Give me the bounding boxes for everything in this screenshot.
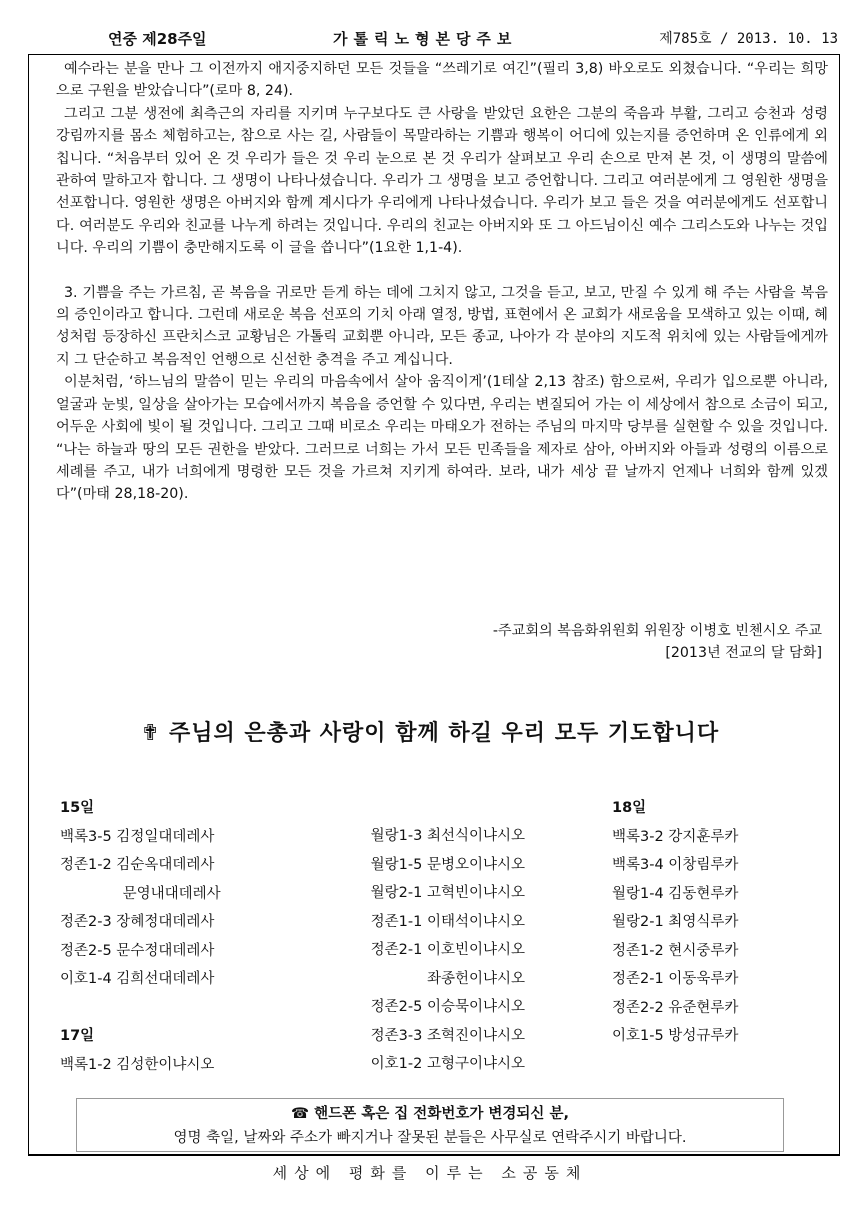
issue-number-date: 제785호 / 2013. 10. 13 bbox=[659, 31, 838, 47]
day-heading: 15일 bbox=[60, 800, 95, 816]
name-entry: 백록3-2 강지훈루카 bbox=[612, 828, 739, 845]
paragraph: 3. 기쁨을 주는 가르침, 곧 복음을 귀로만 듣게 하는 데에 그치지 않고, 그것을 듣고, 보고, 만질 수 있게 해 주는 사람을 복음의 증인이라고 합니다. 그런데 새로운 복음 선포의 기치 아래 열정, 방법, 표현에서 온 교회가 새로움을 모색하고 있는 이때, 혜성처럼 등장하신 프란치스코 교황님은 가톨릭 교회뿐 아니라, 모든 종교, 나아가 각 분야의 지도적 위치에 있는 사람들에게까지 그 단순하고 복음적인 언행으로 신선한 충격을 주고 계십니다. bbox=[56, 284, 828, 368]
paragraph: 이분처럼, ‘하느님의 말씀이 믿는 우리의 마음속에서 살아 움직이게’(1테살 2,13 참조) 함으로써, 우리가 입으로뿐 아니라, 얼굴과 눈빛, 일상을 살아가는 모습에서까지 복음을 증언할 수 있다면, 우리는 변질되어 가는 이 세상에서 참으로 소금이 되고, 어두운 사회에 빛이 될 것입니다. 그리고 그때 비로소 우리는 마태오가 전하는 주님의 마지막 당부를 실현할 수 있을 것입니다. “나는 하늘과 땅의 모든 권한을 받았다. 그러므로 너희는 가서 모든 민족들을 제자로 삼아, 아버지와 아들과 성령의 이름으로 세례를 주고, 내가 너희에게 명령한 모든 것을 가르쳐 지키게 하여라. 보라, 내가 세상 끝 날까지 언제나 너희와 함께 있겠다”(마태 28,18-20). bbox=[56, 374, 828, 503]
name-entry: 정존1-1 이태석이냐시오 bbox=[370, 913, 525, 930]
name-entry: 백록3-5 김정일대데레사 bbox=[60, 828, 215, 845]
page-header bbox=[28, 26, 840, 54]
name-entry: 정존3-3 조혁진이냐시오 bbox=[370, 1027, 525, 1044]
name-entry: 문영내대데레사 bbox=[60, 885, 221, 902]
names-column-3 bbox=[612, 794, 738, 1051]
name-entry: 백록3-4 이창림루카 bbox=[612, 857, 739, 873]
footer-motto: 세상에 평화를 이루는 소공동체 bbox=[272, 1164, 588, 1182]
article-body bbox=[56, 58, 828, 506]
name-entry: 이호1-4 김희선대데레사 bbox=[60, 971, 215, 987]
name-entry: 백록1-2 김성한이냐시오 bbox=[60, 1056, 215, 1073]
name-entry: 이호1-2 고형구이냐시오 bbox=[370, 1056, 525, 1072]
names-column-1 bbox=[60, 794, 221, 1079]
paragraph: 예수라는 분을 만나 그 이전까지 애지중지하던 모든 것들을 “쓰레기로 여긴”(필리 3,8) 바오로도 외쳤습니다. “우리는 희망으로 구원을 받았습니다”(로마 8, 24). bbox=[56, 61, 828, 100]
name-entry bbox=[60, 994, 221, 1023]
liturgical-week: 연중 제28주일 bbox=[108, 30, 207, 48]
bulletin-title: 가톨릭노형본당주보 bbox=[333, 30, 518, 48]
name-entry: 월랑1-4 김동현루카 bbox=[612, 885, 739, 902]
name-entry: 정존1-2 김순옥대데레사 bbox=[60, 857, 215, 873]
notice-line-1: ☎ 핸드폰 혹은 집 전화번호가 변경되신 분, bbox=[291, 1106, 569, 1122]
signature: -주교회의 복음화위원회 위원장 이병호 빈첸시오 주교 bbox=[492, 623, 822, 639]
name-entry: 정존2-5 문수정대데레사 bbox=[60, 942, 215, 959]
day-heading: 17일 bbox=[60, 1028, 95, 1044]
name-entry: 이호1-5 방성규루카 bbox=[612, 1028, 739, 1044]
name-entry: 월랑2-1 최영식루카 bbox=[612, 914, 739, 930]
signature-note: [2013년 전교의 달 담화] bbox=[665, 645, 822, 662]
day-heading: 18일 bbox=[612, 800, 647, 816]
name-entry: 정존2-5 이승묵이냐시오 bbox=[370, 999, 525, 1015]
name-entry: 좌종헌이냐시오 bbox=[426, 970, 525, 987]
paragraph: 그리고 그분 생전에 최측근의 자리를 지키며 누구보다도 큰 사랑을 받았던 요한은 그분의 죽음과 부활, 그리고 승천과 성령 강림까지를 몸소 체험하고는, 참으로 사는 길, 사람들이 목말라하는 기쁨과 행복이 어디에 있는지를 증언하며 온 인류에게 외칩니다. “처음부터 있어 온 것 우리가 들은 것 우리 눈으로 본 것 우리가 살펴보고 우리 손으로 만져 본 것, 이 생명의 말씀에 관하여 말하고자 합니다. 그 생명이 나타나셨습니다. 우리가 그 생명을 보고 증언합니다. 그리고 여러분에게 그 영원한 생명을 선포합니다. 영원한 생명은 아버지와 함께 계시다가 우리에게 나타나셨습니다. 우리가 보고 들은 것을 여러분에게도 선포합니다. 여러분도 우리와 친교를 나누게 하려는 것입니다. 우리의 친교는 아버지와 또 그 아드님이신 예수 그리스도와 나누는 것입니다. 우리의 기쁨이 충만해지도록 이 글을 씁니다”(1요한 1,1-4). bbox=[56, 105, 828, 257]
name-entry: 월랑2-1 고혁빈이냐시오 bbox=[370, 885, 525, 901]
prayer-title: ✟ 주님의 은총과 사랑이 함께 하길 우리 모두 기도합니다 bbox=[140, 721, 720, 746]
name-entry: 정존2-2 유준현루카 bbox=[612, 999, 739, 1016]
name-entry: 정존1-2 현시중루카 bbox=[612, 942, 739, 959]
notice-box bbox=[76, 1098, 784, 1152]
name-entry: 정존2-1 이동욱루카 bbox=[612, 971, 739, 987]
name-entry: 정존2-1 이호빈이냐시오 bbox=[370, 942, 525, 958]
notice-line-2: 영명 축일, 날짜와 주소가 빠지거나 잘못된 분들은 사무실로 연락주시기 바랍니다. bbox=[173, 1130, 687, 1146]
name-entry: 월랑1-3 최선식이냐시오 bbox=[370, 828, 525, 844]
names-column-2 bbox=[335, 822, 525, 1079]
name-entry: 월랑1-5 문병오이냐시오 bbox=[370, 856, 525, 873]
name-entry: 정존2-3 장혜정대데레사 bbox=[60, 914, 215, 930]
signature-block bbox=[493, 620, 822, 665]
